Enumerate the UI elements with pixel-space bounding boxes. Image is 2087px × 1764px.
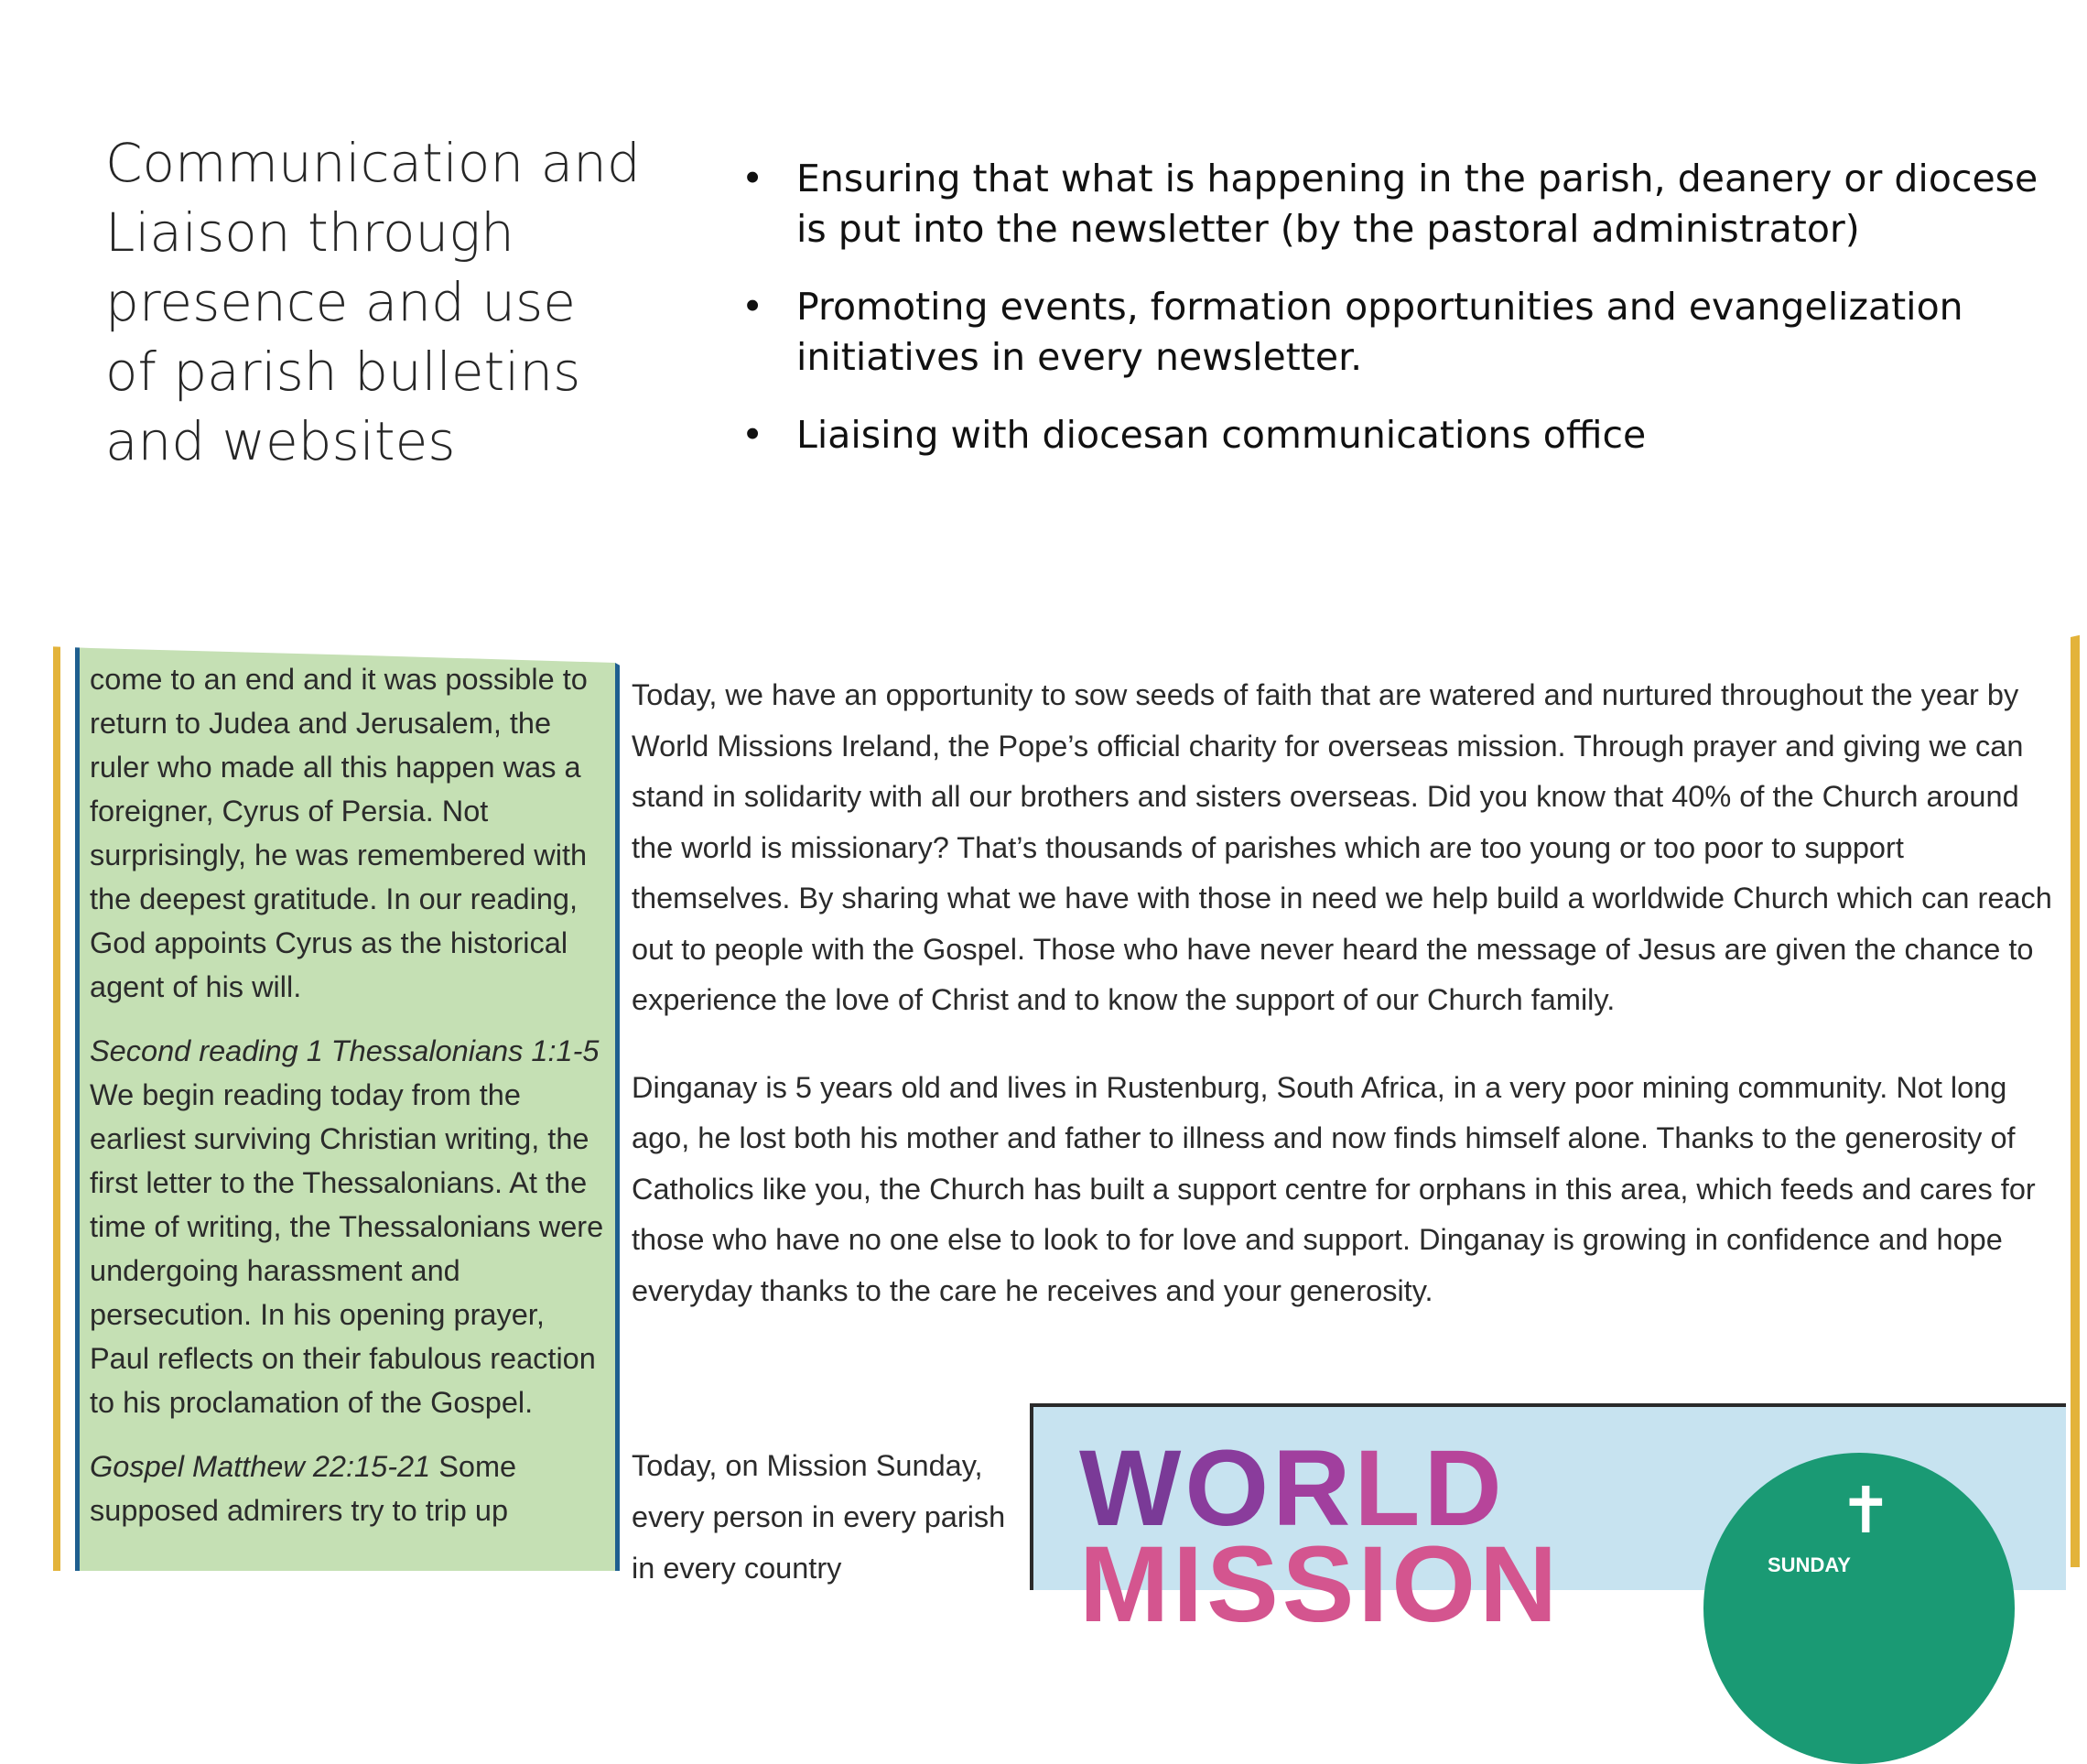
- poster-letter: D: [1423, 1428, 1506, 1549]
- poster-logo-text: SUNDAY: [1768, 1553, 1851, 1576]
- left-column-text: [90, 657, 610, 1553]
- title-line: presence and use: [105, 271, 576, 333]
- bullet-text: Liaising with diocesan communications office: [796, 413, 1647, 457]
- title-line: Liaison through: [105, 201, 514, 264]
- bullet-item: [741, 154, 2050, 254]
- newsletter-gold-edge-left: [53, 646, 60, 1571]
- world-mission-poster: [1030, 1403, 2066, 1645]
- bullet-item: [741, 410, 2050, 460]
- poster-word-mission: MISSION: [1079, 1524, 1562, 1645]
- reading-body: We begin reading today from the earliest surviving Christian writing, the first letter to the Thessalonians. At the time of writing, the Thessalonians were undergoing harassment and persecution. In his opening prayer, Paul reflects on their fabulous reaction to his proclamation of the Gospel.: [90, 1078, 604, 1419]
- main-column-text: [632, 670, 2060, 1353]
- reading-body: Some supposed admirers try to trip up: [90, 1450, 517, 1527]
- bullet-icon: •: [741, 285, 764, 329]
- title-line: of parish bulletins: [105, 341, 581, 403]
- column-divider: [615, 646, 620, 1571]
- cross-icon: ✝: [1839, 1475, 1893, 1546]
- newsletter-image: [0, 622, 2087, 1645]
- left-paragraph: come to an end and it was possible to return to Judea and Jerusalem, the ruler who made all this happen was a foreigner, Cyrus of Persia. Not surprisingly, he was remembered with the deepest gratitude. In our reading, God appoints Cyrus as the historical agent of his will.: [90, 663, 588, 1003]
- bullet-list: [741, 154, 2050, 488]
- left-paragraph: [90, 1029, 610, 1424]
- newsletter-gold-edge-right: [2071, 633, 2080, 1567]
- poster-letter: R: [1272, 1428, 1355, 1549]
- poster-letter: W: [1079, 1428, 1185, 1549]
- title-line: Communication and: [105, 132, 641, 194]
- poster-logo: [1703, 1453, 2015, 1764]
- poster-letter: L: [1354, 1428, 1424, 1549]
- bullet-text: Promoting events, formation opportunities and evangelization initiatives in every newsletter.: [796, 285, 1963, 379]
- bullet-icon: •: [741, 413, 764, 457]
- main-paragraph: Dinganay is 5 years old and lives in Rustenburg, South Africa, in a very poor mining community. Not long ago, he lost both his mother and father to illness and now finds himself alone. Thanks to the generosity of Catholics like you, the Church has built a support centre for orphans in this area, which feeds and cares for those who have no one else to look to for love and support. Dinganay is growing in confidence and hope everyday thanks to the care he receives and your generosity.: [632, 1070, 2036, 1307]
- torn-paper-edge: [0, 622, 2087, 705]
- poster-letter: O: [1184, 1428, 1273, 1549]
- reading-heading: Gospel Matthew 22:15-21: [90, 1450, 431, 1483]
- slide-title: [105, 128, 654, 476]
- bullet-icon: •: [741, 157, 764, 200]
- bullet-text: Ensuring that what is happening in the parish, deanery or diocese is put into the newsletter (by the pastoral administrator): [796, 157, 2038, 251]
- reading-heading: Second reading 1 Thessalonians 1:1-5: [90, 1034, 600, 1067]
- title-line: and websites: [105, 410, 456, 472]
- mission-paragraph: Today, on Mission Sunday, every person in every parish in every country: [632, 1449, 1006, 1585]
- bullet-item: [741, 282, 2050, 383]
- main-paragraph: Today, we have an opportunity to sow seeds of faith that are watered and nurtured throughout the year by World Missions Ireland, the Pope’s official charity for overseas mission. Through prayer and giving we can stand in solidarity with all our brothers and sisters overseas. Did you know that 40% of the Church around the world is missionary? That’s thousands of parishes which are too young or too poor to support themselves. By sharing what we have with those in need we help build a worldwide Church which can reach out to people with the Gospel. Those who have never heard the message of Jesus are given the chance to experience the love of Christ and to know the support of our Church family.: [632, 678, 2052, 1016]
- left-paragraph: [90, 1445, 610, 1532]
